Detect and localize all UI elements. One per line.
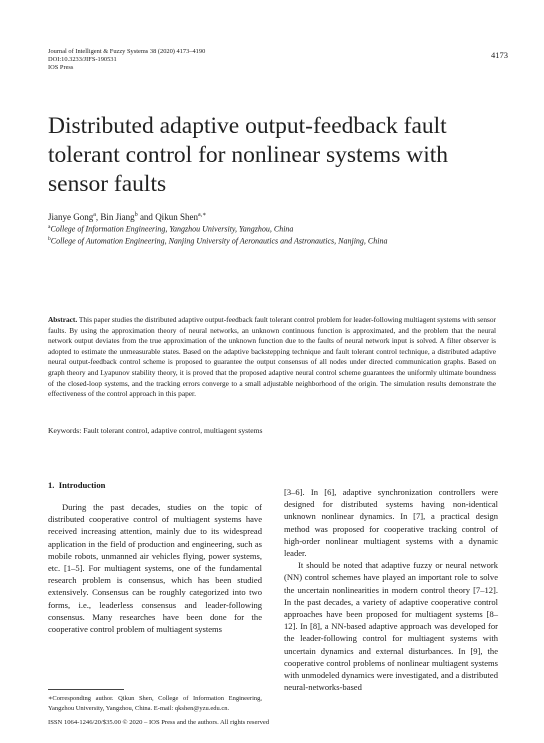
- paragraph: During the past decades, studies on the topic of distributed cooperative control of multiagent systems have received increasing attention, mainly due to its widespread application in the field of production and engineering, such as mobile robots, unmanned air vehicles flying, power systems, etc. [1–5]. For multiagent systems, one of the fundamental research problem is consensus, which has been studied extensively. Consensus can be roughly categorized into two forms, i.e., leaderless consensus and leader-following consensus. Many researches have been done for the cooperative control problem of multiagent systems: [48, 502, 262, 635]
- publisher: IOS Press: [48, 64, 74, 72]
- abstract-text: This paper studies the distributed adaptive output-feedback fault tolerant control problem for leader-following multiagent systems with sensor faults. By using the approximation theory of neural networks, an unknown continuous function is approximated, and the problem that the neural network output deviates from the true approximation of the unknown function due to the faults of neural network input is solved. A filter observer is adopted to estimate the unmeasurable states. Based on the adaptive backstepping technique and fault tolerant control technique, a distributed adaptive neural output-feedback control scheme is proposed to guarantee the output consensus of all nodes under directed communication graphs. Based on graph theory and Lyapunov stability theory, it is proved that the proposed adaptive neural control scheme guarantees the uniformly ultimate boundness of the closed-loop systems, and the tracking errors converge to a small adjustable neighborhood of the origin. The simulation results demonstrate the effectiveness of the control approach in this paper.: [48, 315, 497, 399]
- author-name: Jianye Gong: [48, 212, 94, 222]
- affiliation: [48, 236, 387, 246]
- abstract: [48, 315, 496, 400]
- affiliation-mark: a: [48, 224, 51, 230]
- journal-header: [48, 48, 205, 73]
- column-left: [48, 501, 262, 635]
- paper-title: Distributed adaptive output-feedback fault tolerant control for nonlinear systems with sensor faults: [48, 113, 449, 197]
- footnote: ∗Corresponding author. Qikun Shen, College of Information Engineering, Yangzhou University, Yangzhou, China. E-mail: qkshen@yzu.edu.cn.: [48, 695, 262, 712]
- author-separator: ,: [95, 212, 101, 222]
- section-heading: [48, 480, 105, 490]
- author-separator: and: [137, 212, 156, 222]
- author-affiliation-mark: a: [93, 212, 96, 218]
- author-affiliation-mark: b: [134, 212, 138, 218]
- column-right: [284, 486, 498, 693]
- doi: DOI:10.3233/JIFS-190531: [48, 56, 117, 64]
- author-name: Bin Jiang: [100, 212, 135, 222]
- affiliation-text: College of Automation Engineering, Nanjing University of Aeronautics and Astronautics, Nanjing, China: [50, 236, 388, 246]
- author-name: Qikun Shen: [155, 212, 198, 222]
- journal-citation: Journal of Intelligent & Fuzzy Systems 38 (2020) 4173–4190: [48, 48, 206, 55]
- author-list: [48, 211, 206, 222]
- page-number: 4173: [491, 50, 508, 60]
- abstract-label: Abstract.: [48, 315, 78, 324]
- keywords: Keywords: Fault tolerant control, adaptive control, multiagent systems: [48, 426, 263, 435]
- footnote-divider: [48, 689, 124, 690]
- paragraph: It should be noted that adaptive fuzzy or neural network (NN) control schemes have played an important role to solve the uncertain nonlinearities in modern control theory [7–12]. In the past decades, a variety of adaptive cooperative control approaches have been proposed for multiagent systems [8–12]. In [8], a NN-based adaptive approach was developed for the leader-following control for multiagent systems with uncertain dynamics and external disturbances. In [9], the cooperative control problems of nonlinear multiagent systems with unmodeled dynamics were investigated, and a distributed neural-networks-based: [284, 560, 498, 693]
- paragraph: [3–6]. In [6], adaptive synchronization controllers were designed for distributed systems having non-identical unknown nonlinear dynamics. In [7], a practical design method was proposed for cooperative tracking control of high-order nonlinear multiagent systems with a dynamic leader.: [284, 487, 498, 559]
- affiliation: [48, 224, 293, 234]
- copyright-footer: ISSN 1064-1246/20/$35.00 © 2020 – IOS Press and the authors. All rights reserved: [48, 719, 270, 726]
- section-number: 1.: [48, 480, 55, 490]
- section-title: Introduction: [58, 480, 106, 490]
- author-affiliation-mark: a,∗: [197, 212, 207, 218]
- affiliation-mark: b: [48, 236, 51, 242]
- affiliation-text: College of Information Engineering, Yangzhou University, Yangzhou, China: [50, 224, 294, 234]
